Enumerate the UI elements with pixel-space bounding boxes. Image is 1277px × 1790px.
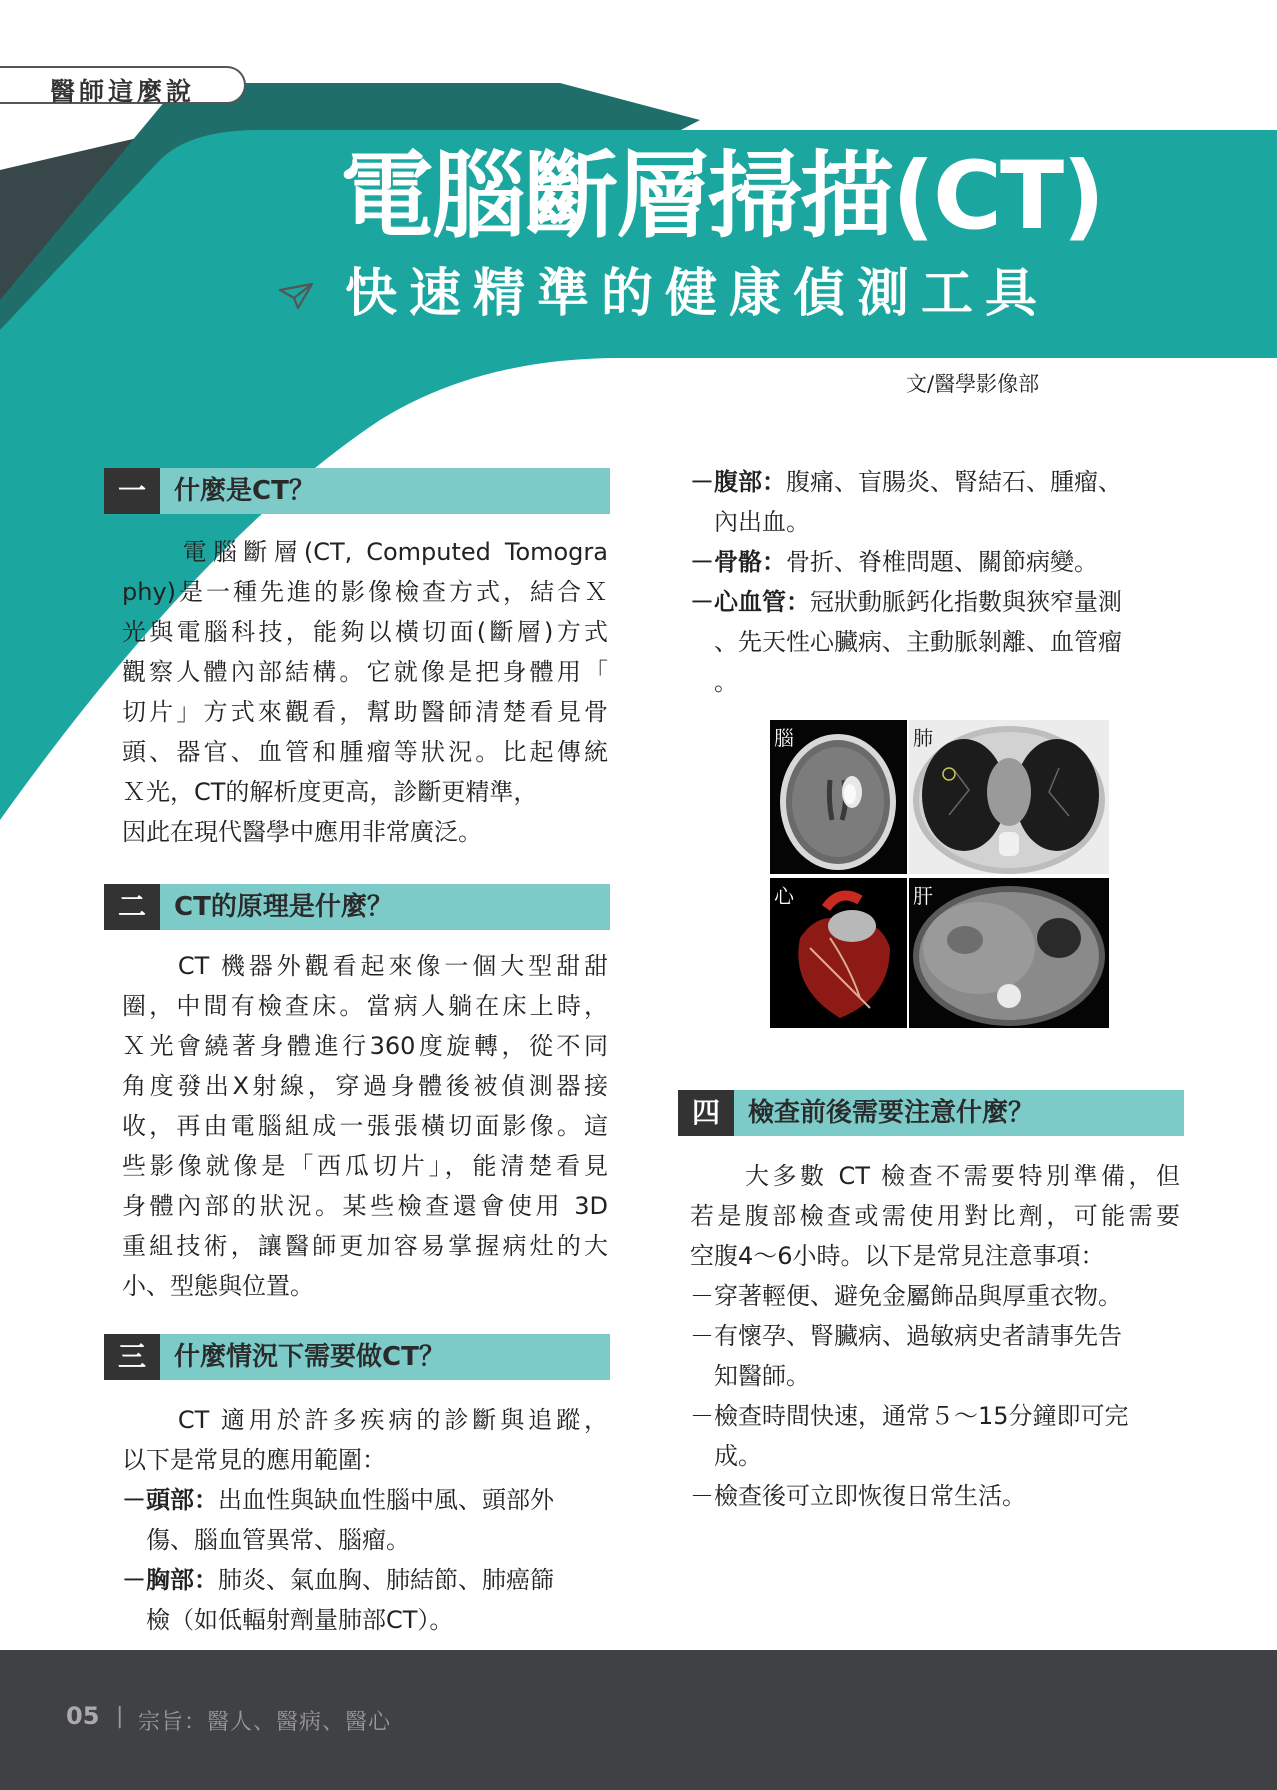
liver-scan-illustration [909, 878, 1109, 1028]
liver-ct-image [909, 878, 1109, 1028]
body-line: 頭、器官、血管和腫瘤等狀況。比起傳統 [122, 738, 608, 766]
body-line: 大多數 CT 檢查不需要特別準備，但 [690, 1162, 1180, 1190]
column-tab [0, 66, 246, 104]
section-2-number: 二 [104, 884, 160, 930]
item-text: 骨折、脊椎問題、關節病變。 [786, 548, 1098, 576]
section-1-header [104, 468, 610, 514]
item-text: 腹痛、盲腸炎、腎結石、腫瘤、 [786, 468, 1122, 496]
footer-motto: 宗旨：醫人、醫病、醫心 [138, 1710, 392, 1735]
brain-ct-image [770, 720, 907, 874]
body-line: 些影像就像是「西瓜切片」，能清楚看見 [122, 1152, 608, 1180]
item-text: 出血性與缺血性腦中風、頭部外 [218, 1486, 554, 1514]
bullet-line: －穿著輕便、避免金屬飾品與厚重衣物。 [690, 1282, 1122, 1310]
list-item-head [690, 462, 1180, 502]
image-label-lung: 肺 [913, 726, 933, 750]
body-line: phy)是一種先進的影像檢查方式，結合Ｘ [122, 578, 608, 606]
image-label-brain: 腦 [774, 726, 794, 750]
list-item-cont: 、先天性心臟病、主動脈剝離、血管瘤 [714, 628, 1122, 656]
body-line: CT 機器外觀看起來像一個大型甜甜 [122, 952, 608, 980]
item-label: －胸部： [122, 1566, 218, 1594]
section-2-title: CT的原理是什麼？ [174, 892, 393, 922]
item-text: 冠狀動脈鈣化指數與狹窄量測 [810, 588, 1122, 616]
section-1-title: 什麼是CT？ [174, 476, 315, 506]
page-number: 05 [66, 1702, 100, 1730]
item-label: －骨骼： [690, 548, 786, 576]
item-label: －腹部： [690, 468, 786, 496]
section-4-title: 檢查前後需要注意什麼？ [748, 1098, 1035, 1128]
section-2-body [122, 946, 608, 1306]
image-label-liver: 肝 [913, 884, 933, 908]
list-item-head [122, 1480, 608, 1520]
section-3-body-continued [690, 462, 1180, 702]
list-item-cont: 檢（如低輻射劑量肺部CT）。 [146, 1606, 454, 1634]
section-2-header [104, 884, 610, 930]
section-3-title: 什麼情況下需要做CT？ [174, 1342, 445, 1372]
body-line: 光與電腦科技，能夠以橫切面(斷層)方式 [122, 618, 608, 646]
body-line: 空腹4～6小時。以下是常見注意事項： [690, 1242, 1105, 1270]
body-line: 身體內部的狀況。某些檢查還會使用 3D [122, 1192, 608, 1220]
footer-separator: | [116, 1704, 124, 1729]
list-item-head [122, 1560, 608, 1600]
section-3-body [122, 1400, 608, 1640]
body-line: 電腦斷層(CT, Computed Tomogra [122, 538, 608, 566]
image-label-heart: 心 [774, 884, 794, 908]
bullet-line: －檢查後可立即恢復日常生活。 [690, 1482, 1026, 1510]
body-line: 若是腹部檢查或需使用對比劑，可能需要 [690, 1202, 1180, 1230]
list-item-head [690, 582, 1180, 622]
list-item-cont: 。 [714, 668, 738, 696]
body-line: 切片」方式來觀看，幫助醫師清楚看見骨 [122, 698, 608, 726]
bullet-line: －檢查時間快速，通常５～15分鐘即可完 [690, 1402, 1129, 1430]
list-item-cont: 傷、腦血管異常、腦瘤。 [146, 1526, 410, 1554]
item-label: －心血管： [690, 588, 810, 616]
list-item-head [690, 542, 1180, 582]
heart-3d-image [770, 878, 907, 1028]
page-title: 電腦斷層掃描(CT) [340, 142, 1104, 251]
bullet-line: －有懷孕、腎臟病、過敏病史者請事先告 [690, 1322, 1122, 1350]
body-line: 重組技術，讓醫師更加容易掌握病灶的大 [122, 1232, 608, 1260]
section-1-number: 一 [104, 468, 160, 514]
item-text: 肺炎、氣血胸、肺結節、肺癌篩 [218, 1566, 554, 1594]
body-line: 以下是常見的應用範圍： [122, 1446, 386, 1474]
section-4-body [690, 1156, 1180, 1516]
section-4-number: 四 [678, 1090, 734, 1136]
column-tab-label: 醫師這麼說 [50, 77, 196, 106]
body-line: 圈，中間有檢查床。當病人躺在床上時， [122, 992, 608, 1020]
item-label: －頭部： [122, 1486, 218, 1514]
body-line: 角度發出X射線，穿過身體後被偵測器接 [122, 1072, 608, 1100]
body-line: 因此在現代醫學中應用非常廣泛。 [122, 818, 482, 846]
section-1-body [122, 532, 608, 852]
body-line: Ｘ光，CT的解析度更高，診斷更精準， [122, 778, 538, 806]
list-item-cont: 內出血。 [714, 508, 810, 536]
ct-image-grid [770, 720, 1109, 1028]
paper-plane-icon [278, 280, 314, 312]
body-line: 觀察人體內部結構。它就像是把身體用「 [122, 658, 608, 686]
section-3-number: 三 [104, 1334, 160, 1380]
body-line: 收，再由電腦組成一張張橫切面影像。這 [122, 1112, 608, 1140]
bullet-cont: 成。 [714, 1442, 762, 1470]
section-4-header [678, 1090, 1184, 1136]
bullet-cont: 知醫師。 [714, 1362, 810, 1390]
body-line: 小、型態與位置。 [122, 1272, 314, 1300]
lung-scan-illustration [909, 720, 1109, 874]
body-line: Ｘ光會繞著身體進行360度旋轉，從不同 [122, 1032, 608, 1060]
section-3-header [104, 1334, 610, 1380]
author-credit: 文/醫學影像部 [906, 372, 1040, 396]
body-line: CT 適用於許多疾病的診斷與追蹤， [122, 1406, 608, 1434]
page-subtitle: 快速精準的健康偵測工具 [345, 264, 1050, 324]
page-footer [0, 1650, 1277, 1790]
lung-ct-image [909, 720, 1109, 874]
